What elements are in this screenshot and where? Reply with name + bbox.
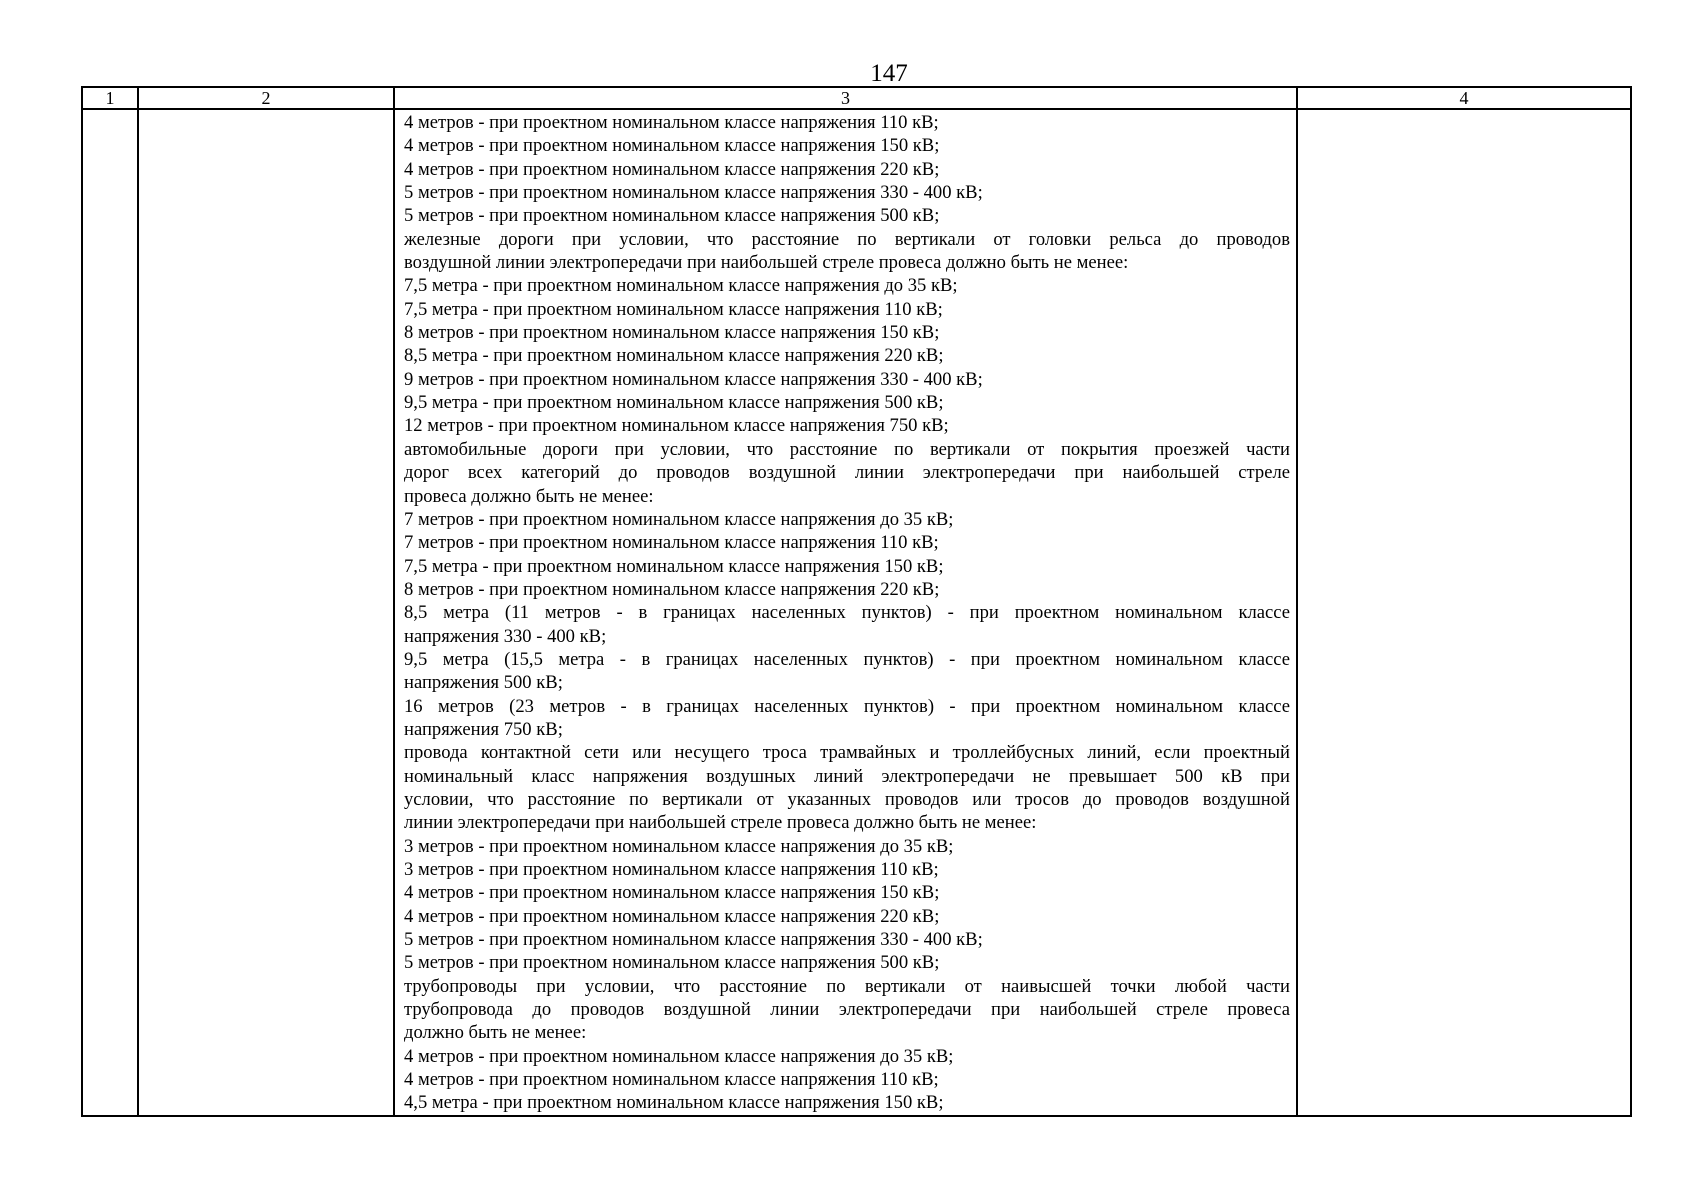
text-line: железные дороги при условии, что расстояние по вертикали от головки рельса до проводов bbox=[404, 228, 1290, 250]
text-line: трубопровода до проводов воздушной линии электропередачи при наибольшей стреле провеса bbox=[404, 999, 1290, 1021]
text-line: 9 метров - при проектном номинальном классе напряжения 330 - 400 кВ; bbox=[404, 368, 983, 390]
header-col-4: 4 bbox=[1297, 87, 1631, 109]
text-line: должно быть не менее: bbox=[404, 1022, 587, 1044]
text-line: напряжения 750 кВ; bbox=[404, 718, 563, 740]
regulation-table bbox=[81, 86, 1632, 1117]
text-line: 4 метров - при проектном номинальном классе напряжения 150 кВ; bbox=[404, 882, 940, 904]
text-line: провеса должно быть не менее: bbox=[404, 485, 654, 507]
text-line: 7 метров - при проектном номинальном классе напряжения 110 кВ; bbox=[404, 532, 939, 554]
text-line: 5 метров - при проектном номинальном классе напряжения 330 - 400 кВ; bbox=[404, 182, 983, 204]
table-body-row bbox=[82, 109, 1631, 1116]
text-line: 16 метров (23 метров - в границах населенных пунктов) - при проектном номинальном классе bbox=[404, 695, 1290, 717]
page-number: 147 bbox=[870, 60, 908, 87]
text-line: 12 метров - при проектном номинальном классе напряжения 750 кВ; bbox=[404, 415, 949, 437]
text-line: автомобильные дороги при условии, что расстояние по вертикали от покрытия проезжей части bbox=[404, 438, 1290, 460]
text-line: 4 метров - при проектном номинальном классе напряжения до 35 кВ; bbox=[404, 1045, 954, 1067]
text-line: 3 метров - при проектном номинальном классе напряжения до 35 кВ; bbox=[404, 835, 954, 857]
text-line: 5 метров - при проектном номинальном классе напряжения 500 кВ; bbox=[404, 952, 940, 974]
text-line: 8,5 метра (11 метров - в границах населенных пунктов) - при проектном номинальном классе bbox=[404, 602, 1290, 624]
text-line: дорог всех категорий до проводов воздушной линии электропередачи при наибольшей стреле bbox=[404, 462, 1290, 484]
text-line: трубопроводы при условии, что расстояние по вертикали от наивысшей точки любой части bbox=[404, 975, 1290, 997]
table-header-row bbox=[82, 87, 1631, 109]
header-col-3: 3 bbox=[394, 87, 1297, 109]
text-line: 7,5 метра - при проектном номинальном классе напряжения 110 кВ; bbox=[404, 298, 943, 320]
text-line: 4 метров - при проектном номинальном классе напряжения 220 кВ; bbox=[404, 158, 940, 180]
text-line: 5 метров - при проектном номинальном классе напряжения 330 - 400 кВ; bbox=[404, 929, 983, 951]
text-line: 8 метров - при проектном номинальном классе напряжения 220 кВ; bbox=[404, 578, 940, 600]
text-line: 9,5 метра (15,5 метра - в границах населенных пунктов) - при проектном номинальном классе bbox=[404, 648, 1290, 670]
text-line: 7,5 метра - при проектном номинальном классе напряжения 150 кВ; bbox=[404, 555, 944, 577]
text-line: 9,5 метра - при проектном номинальном классе напряжения 500 кВ; bbox=[404, 392, 944, 414]
text-line: напряжения 330 - 400 кВ; bbox=[404, 625, 607, 647]
text-line: 8,5 метра - при проектном номинальном классе напряжения 220 кВ; bbox=[404, 345, 944, 367]
text-line: 4 метров - при проектном номинальном классе напряжения 150 кВ; bbox=[404, 135, 940, 157]
text-line: линии электропередачи при наибольшей стреле провеса должно быть не менее: bbox=[404, 812, 1037, 834]
text-line: 4,5 метра - при проектном номинальном классе напряжения 150 кВ; bbox=[404, 1092, 944, 1114]
text-line: 3 метров - при проектном номинальном классе напряжения 110 кВ; bbox=[404, 859, 939, 880]
text-line: напряжения 500 кВ; bbox=[404, 672, 563, 694]
header-col-2: 2 bbox=[138, 87, 394, 109]
text-line: 4 метров - при проектном номинальном классе напряжения 110 кВ; bbox=[404, 1069, 939, 1091]
text-line: 7,5 метра - при проектном номинальном классе напряжения до 35 кВ; bbox=[404, 275, 958, 297]
header-col-1: 1 bbox=[82, 87, 138, 109]
text-line: условии, что расстояние по вертикали от указанных проводов или тросов до проводов воздушной bbox=[404, 788, 1290, 810]
text-line: 4 метров - при проектном номинальном классе напряжения 110 кВ; bbox=[404, 112, 939, 133]
text-line: 8 метров - при проектном номинальном классе напряжения 150 кВ; bbox=[404, 322, 940, 344]
text-line: 7 метров - при проектном номинальном классе напряжения до 35 кВ; bbox=[404, 508, 954, 530]
text-line: провода контактной сети или несущего троса трамвайных и троллейбусных линий, если проектный bbox=[404, 742, 1290, 764]
cell-col-2 bbox=[138, 109, 394, 1116]
cell-col-3 bbox=[394, 109, 1297, 1116]
text-line: 5 метров - при проектном номинальном классе напряжения 500 кВ; bbox=[404, 205, 940, 227]
cell-col-4 bbox=[1297, 109, 1631, 1116]
text-line: воздушной линии электропередачи при наибольшей стреле провеса должно быть не менее: bbox=[404, 252, 1129, 274]
text-line: номинальный класс напряжения воздушных линий электропередачи не превышает 500 кВ при bbox=[404, 765, 1290, 787]
cell-col-1 bbox=[82, 109, 138, 1116]
text-line: 4 метров - при проектном номинальном классе напряжения 220 кВ; bbox=[404, 905, 940, 927]
